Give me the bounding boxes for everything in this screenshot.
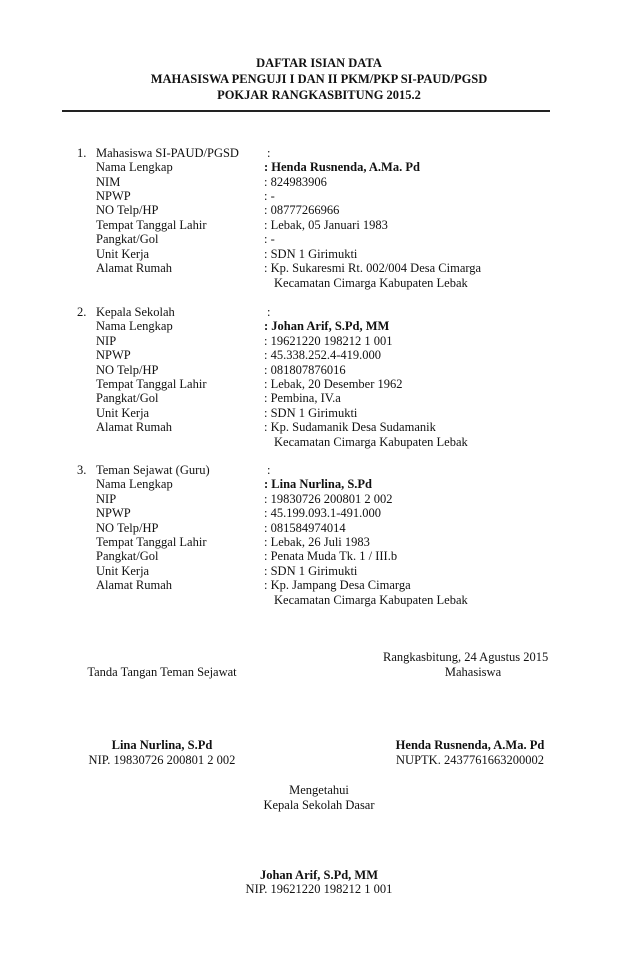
left-signer-name: Lina Nurlina, S.Pd — [111, 738, 213, 752]
field-value: : 45.338.252.4-419.000 — [264, 348, 382, 362]
field-label: Unit Kerja — [96, 247, 150, 261]
field-label: Tempat Tanggal Lahir — [96, 535, 207, 549]
field-label: NPWP — [96, 506, 131, 520]
field-value: : Lebak, 05 Januari 1983 — [264, 218, 388, 232]
right-signer-id: NUPTK. 2437761663200002 — [396, 753, 544, 767]
field-label: Nama Lengkap — [96, 477, 173, 491]
header-divider — [62, 110, 550, 112]
field-label: NIP — [96, 334, 117, 348]
field-label: NO Telp/HP — [96, 203, 159, 217]
right-signer-role: Mahasiswa — [444, 665, 502, 679]
section-title: Teman Sejawat (Guru) — [96, 463, 210, 477]
field-value-name: : Lina Nurlina, S.Pd — [264, 477, 373, 491]
field-label: Alamat Rumah — [96, 261, 173, 275]
field-value: : Penata Muda Tk. 1 / III.b — [264, 549, 398, 563]
field-value: : Lebak, 26 Juli 1983 — [264, 535, 370, 549]
section-number: 2. — [77, 305, 87, 319]
field-label: NO Telp/HP — [96, 521, 159, 535]
field-value: : 19830726 200801 2 002 — [264, 492, 393, 506]
head-role: Kepala Sekolah Dasar — [263, 798, 375, 812]
left-signer-id: NIP. 19830726 200801 2 002 — [88, 753, 236, 767]
place-date: Rangkasbitung, 24 Agustus 2015 — [383, 650, 549, 664]
field-value: : Lebak, 20 Desember 1962 — [264, 377, 403, 391]
left-signer-role: Tanda Tangan Teman Sejawat — [87, 665, 237, 679]
field-label: Pangkat/Gol — [96, 391, 159, 405]
field-value: : 45.199.093.1-491.000 — [264, 506, 382, 520]
field-label: Tempat Tanggal Lahir — [96, 218, 207, 232]
field-value-name: : Johan Arif, S.Pd, MM — [264, 319, 390, 333]
field-value: : SDN 1 Girimukti — [264, 564, 358, 578]
section-number: 1. — [77, 146, 87, 160]
field-label: Nama Lengkap — [96, 160, 173, 174]
field-value: : - — [264, 232, 275, 246]
doc-subtitle-2: POKJAR RANGKASBITUNG 2015.2 — [217, 88, 421, 102]
section-number: 3. — [77, 463, 87, 477]
right-signer-name: Henda Rusnenda, A.Ma. Pd — [395, 738, 545, 752]
address-continuation: Kecamatan Cimarga Kabupaten Lebak — [274, 276, 468, 290]
field-label: Alamat Rumah — [96, 420, 173, 434]
field-value: : 19621220 198212 1 001 — [264, 334, 393, 348]
section-title: Kepala Sekolah — [96, 305, 175, 319]
field-value: : Pembina, IV.a — [264, 391, 341, 405]
field-value: : - — [264, 189, 275, 203]
section-colon: : — [267, 146, 271, 160]
address-continuation: Kecamatan Cimarga Kabupaten Lebak — [274, 435, 468, 449]
field-label: NO Telp/HP — [96, 363, 159, 377]
field-value: : Kp. Jampang Desa Cimarga — [264, 578, 411, 592]
field-label: Unit Kerja — [96, 564, 150, 578]
field-value: : Kp. Sudamanik Desa Sudamanik — [264, 420, 436, 434]
head-name: Johan Arif, S.Pd, MM — [259, 868, 379, 882]
field-label: Unit Kerja — [96, 406, 150, 420]
address-continuation: Kecamatan Cimarga Kabupaten Lebak — [274, 593, 468, 607]
field-label: NPWP — [96, 189, 131, 203]
doc-subtitle: MAHASISWA PENGUJI I DAN II PKM/PKP SI-PAUD/PGSD — [150, 72, 488, 86]
field-label: Tempat Tanggal Lahir — [96, 377, 207, 391]
field-label: Nama Lengkap — [96, 319, 173, 333]
field-value: : SDN 1 Girimukti — [264, 247, 358, 261]
field-value: : 081807876016 — [264, 363, 346, 377]
section-colon: : — [267, 305, 271, 319]
field-label: NIP — [96, 492, 117, 506]
field-value: : Kp. Sukaresmi Rt. 002/004 Desa Cimarga — [264, 261, 482, 275]
section-colon: : — [267, 463, 271, 477]
field-label: NPWP — [96, 348, 131, 362]
field-label: Alamat Rumah — [96, 578, 173, 592]
field-value: : SDN 1 Girimukti — [264, 406, 358, 420]
acknowledged-label: Mengetahui — [289, 783, 349, 797]
doc-title: DAFTAR ISIAN DATA — [256, 56, 382, 70]
field-value-name: : Henda Rusnenda, A.Ma. Pd — [264, 160, 420, 174]
field-value: : 081584974014 — [264, 521, 346, 535]
section-title: Mahasiswa SI-PAUD/PGSD — [96, 146, 239, 160]
field-value: : 824983906 — [264, 175, 327, 189]
field-label: Pangkat/Gol — [96, 232, 159, 246]
field-value: : 08777266966 — [264, 203, 340, 217]
head-id: NIP. 19621220 198212 1 001 — [245, 882, 393, 896]
field-label: NIM — [96, 175, 121, 189]
field-label: Pangkat/Gol — [96, 549, 159, 563]
